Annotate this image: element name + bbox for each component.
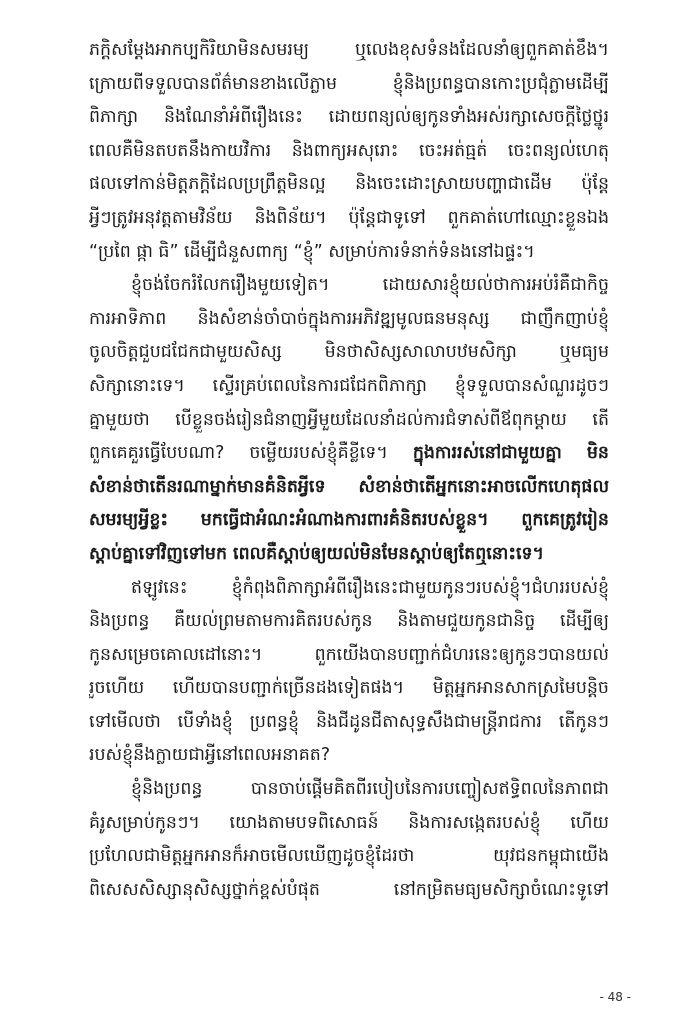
text-word: សម្រាប់ការទំនាក់ទំនងនៅឯផ្ទះ។ xyxy=(328,241,535,262)
text-word: ពិសេសសិស្សានុសិស្សថ្នាក់ខ្ពស់បំផុត xyxy=(89,879,320,900)
text-word: និងពាក្យអសុរោះ xyxy=(291,140,399,161)
text-word: ស្ទើរគ្រប់ពេលនៃការជជែកពិភាក្សា xyxy=(212,375,427,396)
text-line xyxy=(89,437,609,471)
text-word: យុវជនកម្ពុជាយើង xyxy=(493,846,609,867)
text-line xyxy=(89,672,609,706)
text-word: ស្តាប់គ្នាទៅវិញទៅមក xyxy=(89,543,234,564)
text-word: គឺយល់ព្រមតាមការគិតរបស់កូន xyxy=(174,611,373,632)
page-number: - 48 - xyxy=(599,990,631,1004)
text-line xyxy=(89,471,609,505)
text-word: ខ្ញុំកំពុងពិភាក្សាអំពីរឿងនេះជាមួយកូនៗរបស់ខ្ញុំ។ជំហររបស់ខ្ញុំ xyxy=(231,577,609,598)
text-word: ផ្កា xyxy=(136,241,159,262)
text-word: តើ xyxy=(592,409,609,430)
text-word: គ្នាមួយថា xyxy=(89,409,150,430)
text-word: ចេះអត់ធ្មត់ xyxy=(418,140,488,161)
text-line xyxy=(89,639,609,673)
text-word: របស់ខ្ញុំនឹងក្លាយជាអ្វីនៅពេលអនាគត? xyxy=(89,745,331,766)
text-word: មិនថាសិស្សសាលាបឋមសិក្សា xyxy=(324,342,517,363)
text-word: ចេះពន្យល់ហេតុ xyxy=(507,140,609,161)
text-line xyxy=(89,101,609,135)
text-line xyxy=(89,706,609,740)
text-word: ដោយសារខ្ញុំយល់ថាការអប់រំគឺជាកិច្ច xyxy=(382,275,609,296)
text-word: រួចហើយ xyxy=(89,678,145,699)
text-word: ពួកគាត់ហៅឈ្មោះខ្លួនឯង xyxy=(447,207,609,228)
text-word: នៅកម្រិតមធ្យមសិក្សាចំណេះទូទៅ xyxy=(393,879,609,900)
text-line xyxy=(89,236,609,270)
text-word: និងការសង្កេតរបស់ខ្ញុំ xyxy=(408,812,541,833)
text-word: “ប្រពៃ xyxy=(89,241,137,262)
text-line xyxy=(89,68,609,102)
text-word: ពួកគេគួរធ្វើបែបណា? xyxy=(89,443,225,464)
text-word: ប្រហែលជាមិត្តអ្នកអានក៏អាចមើលឃើញដូចខ្ញុំដែរថា xyxy=(89,846,415,867)
text-word: ខ្ញុំនិងប្រពន្ធ xyxy=(131,779,203,800)
text-word: ទៅមើលថា xyxy=(89,711,161,732)
text-word: និងណែនាំអំពីរឿងនេះ xyxy=(163,107,303,128)
text-word: តើកូនៗ xyxy=(558,711,609,732)
text-word: ប្រពន្ធខ្ញុំ xyxy=(249,711,300,732)
text-word: បានចាប់ផ្តើមគិតពីរបៀបនៃការបញ្ចៀសឥទ្ធិពលនៃភាពជា xyxy=(250,779,609,800)
text-word: បើខ្លួនចង់រៀនជំនាញអ្វីមួយដែលនាំដល់ការជំទាស់ពីឪពុកម្តាយ xyxy=(175,409,567,430)
text-word: ពិភាក្សា xyxy=(89,107,139,128)
text-word: យោងតាមបទពិសោធន៍ xyxy=(229,812,379,833)
text-line xyxy=(89,269,609,303)
text-line xyxy=(89,202,609,236)
text-word: ដោយពន្យល់ឲ្យកូនទាំងអស់រក្សាសេចក្តីថ្លៃថ្នូរ xyxy=(328,107,609,128)
text-word: ជាញឹកញាប់ខ្ញុំ xyxy=(520,308,609,329)
text-word: និងពិន័យ។ xyxy=(254,207,327,228)
text-word: និងតាមជួយកូនជានិច្ច xyxy=(397,611,536,632)
text-word: ដើម្បីឲ្យ xyxy=(560,611,609,632)
text-word: ចូលចិត្តជួបជជែកជាមួយសិស្ស xyxy=(89,342,282,363)
text-line xyxy=(89,168,609,202)
text-line xyxy=(89,135,609,169)
text-word: បើទាំងខ្ញុំ xyxy=(177,711,233,732)
text-word: មិន xyxy=(586,443,609,464)
text-word: ហើយ xyxy=(570,812,609,833)
text-word: ធិ” xyxy=(158,241,184,262)
text-word: និងចេះដោះស្រាយបញ្ហាជាដើម xyxy=(355,174,552,195)
text-word: ការអាទិភាព xyxy=(89,308,167,329)
text-word: ប៉ុន្តែ xyxy=(581,174,609,195)
text-word: ដើម្បីជំនួសពាក្យ xyxy=(184,241,294,262)
text-word: អ្វីៗត្រូវអនុវត្តតាមវិន័យ xyxy=(89,207,233,228)
text-word: ក្រោយពីទទួលបានព័ត៌មានខាងលើភ្លាម xyxy=(89,73,338,94)
text-line xyxy=(89,807,609,841)
text-line xyxy=(89,404,609,438)
text-word: ភក្តិសម្តែងអាកប្បកិរិយាមិនសមរម្យ xyxy=(89,40,310,60)
text-line xyxy=(89,370,609,404)
text-line xyxy=(89,874,609,908)
text-word: កូនសម្រេចគោលដៅនោះ។ xyxy=(89,644,263,665)
text-word: ឥឡូវនេះ xyxy=(131,577,188,598)
text-word: មកធ្វើជាអំណះអំណាងការពារគំនិតរបស់ខ្លួន។ xyxy=(200,510,489,531)
text-word: សំខាន់ថាតើនរណាម្នាក់មានគំនិតអ្វីទេ xyxy=(89,476,326,497)
text-word: សមរម្យអ្វីខ្លះ xyxy=(89,510,169,531)
text-word: “ខ្ញុំ” xyxy=(293,241,329,262)
text-word: សំខាន់ថាតើអ្នកនោះអាចលើកហេតុផល xyxy=(358,476,609,497)
text-word: មិត្តអ្នកអានសាកស្រមៃបន្តិច xyxy=(432,678,609,699)
text-line xyxy=(89,773,609,807)
text-word: ប៉ុន្តែជាទូទៅ xyxy=(348,207,426,228)
text-word: ចម្លើយរបស់ខ្ញុំគឺខ្លីទេ។ xyxy=(249,443,388,464)
text-line xyxy=(89,538,609,572)
text-line xyxy=(89,336,609,370)
text-word: ពេលគឺមិនតបតនឹងកាយវិការ xyxy=(89,140,272,161)
text-line xyxy=(89,605,609,639)
text-line xyxy=(89,504,609,538)
text-word: និងប្រពន្ធ xyxy=(89,611,150,632)
text-word: ខ្ញុំចង់ចែករំលែករឿងមួយទៀត។ xyxy=(131,275,330,296)
text-word: ពួកគេត្រូវរៀន xyxy=(521,510,609,531)
text-word: និងសំខាន់ចាំបាច់ក្នុងការអភិវឌ្ឍមូលធនមនុស្ស xyxy=(197,308,490,329)
text-word: សិក្សានោះទេ។ xyxy=(89,375,185,396)
text-word: ពេលគឺស្តាប់ឲ្យយល់មិនមែនស្តាប់ឲ្យតែឮនោះទេ។ xyxy=(233,543,545,564)
text-word: ឬលេងខុសទំនងដែលនាំឲ្យពួកគាត់ខឹង។ xyxy=(355,40,609,60)
text-word: ផលទៅកាន់មិត្តភក្តិដែលប្រព្រឹត្តមិនល្អ xyxy=(89,174,326,195)
text-line xyxy=(89,840,609,874)
text-word: និងជីដូនជីតាសុទ្ធសឹងជាមន្ត្រីរាជការ xyxy=(315,711,542,732)
text-word: ហើយបានបញ្ជាក់ច្រើនដងទៀតផង។ xyxy=(172,678,405,699)
text-word: ក្នុងការរស់នៅជាមួយគ្នា xyxy=(412,443,562,464)
text-line xyxy=(89,572,609,606)
text-word: ពួកយើងបានបញ្ជាក់ជំហរនេះឲ្យកូនៗបានយល់ xyxy=(314,644,609,665)
text-line xyxy=(89,303,609,337)
text-line xyxy=(89,34,609,68)
text-word: គំរូសម្រាប់កូនៗ។ xyxy=(89,812,200,833)
text-word: ឬមធ្យម xyxy=(559,342,609,363)
body-text xyxy=(89,34,609,907)
text-line xyxy=(89,739,609,773)
text-word: ខ្ញុំទទួលបានសំណួរដូចៗ xyxy=(454,375,609,396)
text-word: ខ្ញុំនិងប្រពន្ធបានកោះប្រជុំភ្លាមដើម្បី xyxy=(392,73,609,94)
